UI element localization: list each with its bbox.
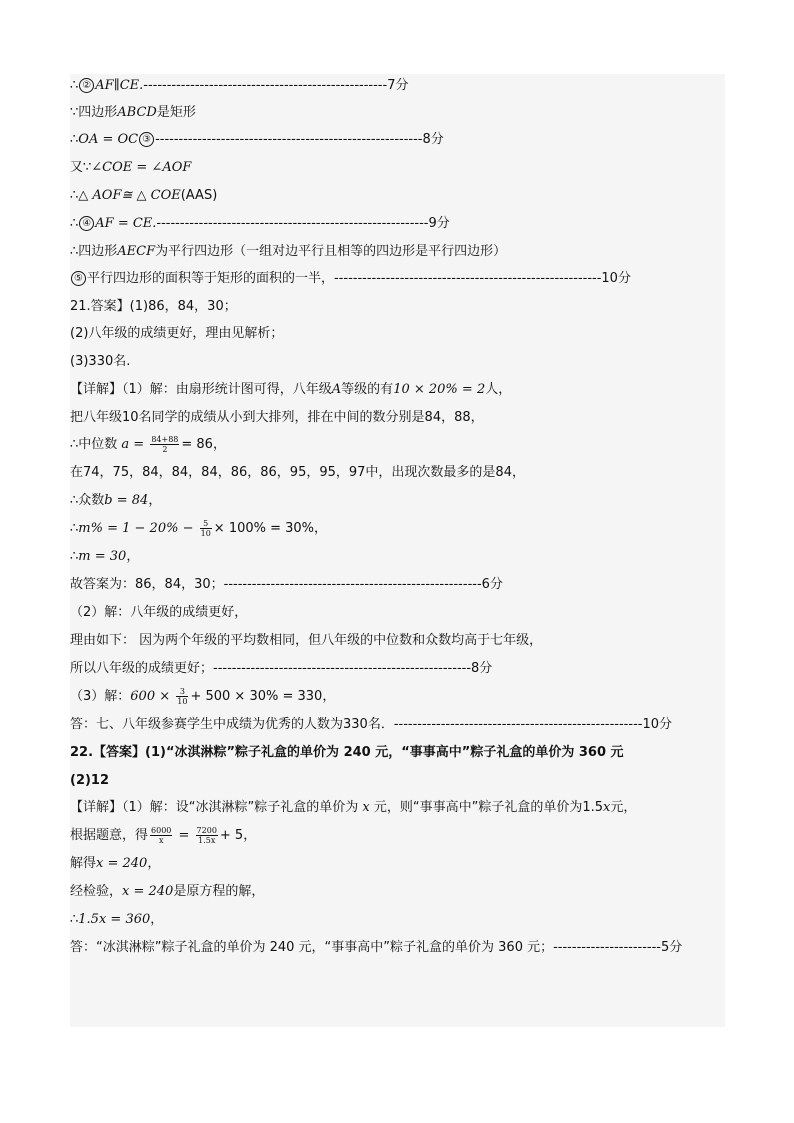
text-line [70, 685, 725, 709]
math-expr: x [362, 800, 370, 815]
line-unit: 元， [610, 800, 637, 815]
line-text: ∴ [70, 912, 79, 927]
line-tail: 是矩形 [156, 105, 196, 120]
math-expr: b = 84 [104, 493, 149, 508]
line-tail: × 100% = 30%， [213, 521, 328, 536]
fraction-numerator: 5 [200, 519, 212, 529]
line-tail: -------------------------------------------------------8分 [213, 661, 493, 676]
text-line [70, 378, 725, 402]
line-text: 22.【答案】(1)“冰淇淋粽”粽子礼盒的单价为 240 元，“事事高中”粽子礼盒的单价为 360 元 [70, 745, 624, 760]
line-tail: ---------------------------------------------------------8分 [155, 132, 444, 147]
fraction-denominator: 10 [200, 529, 211, 538]
fraction [150, 435, 179, 454]
line-text: 答：“冰淇淋粽”粽子礼盒的单价为 240 元，“事事高中”粽子礼盒的单价为 360 元； [70, 940, 554, 955]
line-tail: 元，则“事事高中”粽子礼盒的单价为1.5 [369, 800, 603, 815]
math-expr: AECF [117, 244, 156, 259]
line-text: 【详解】（1）解：设“冰淇淋粽”粽子礼盒的单价为 [70, 800, 363, 815]
math-expr: A [331, 382, 342, 397]
text-line [70, 657, 725, 681]
text-line [70, 156, 725, 180]
math-expr: = [174, 828, 194, 843]
line-text: 在74，75，84，84，84，86，86，95，95，97中，出现次数最多的是84， [70, 465, 525, 480]
step-marker: ② [79, 78, 94, 93]
step-marker: ⑤ [71, 271, 86, 286]
fraction [176, 687, 188, 706]
text-line [70, 74, 725, 98]
line-tail: (AAS) [180, 188, 218, 203]
text-line [70, 517, 725, 541]
line-tail: + 5， [219, 828, 257, 843]
line-text: ∴四边形 [70, 244, 118, 259]
line-text: 故答案为：86，84，30； [70, 577, 224, 592]
line-tail: ----------------------------------------------------------9分 [156, 216, 450, 231]
text-line [70, 880, 725, 904]
line-text: ∴ [70, 132, 79, 147]
line-tail: -----------------------5分 [553, 940, 683, 955]
text-line [70, 184, 725, 208]
text-line [70, 489, 725, 513]
fraction-denominator: 1.5x [198, 836, 216, 845]
line-tail: ， [126, 549, 140, 564]
line-tail: 为平行四边形（一组对边平行且相等的四边形是平行四边形） [155, 244, 507, 259]
line-text: ∵四边形 [70, 105, 118, 120]
line-tail: = 86， [181, 437, 226, 452]
line-tail: ， [150, 912, 164, 927]
text-line [70, 433, 725, 457]
line-text: 把八年级 [70, 410, 123, 425]
text-line [70, 796, 725, 820]
line-text: ∴ [70, 521, 79, 536]
text-line [70, 824, 725, 848]
line-text: 根据题意，得 [70, 828, 149, 843]
fraction-denominator: x [158, 836, 164, 845]
line-text: （3）解： [70, 689, 131, 704]
fraction-denominator: 2 [162, 445, 168, 454]
fraction-numerator: 6000 [151, 826, 172, 835]
line-tail: ---------------------------------------------------------10分 [334, 271, 631, 286]
math-expr: 1.5x = 360 [78, 912, 151, 927]
line-text: 解得 [70, 856, 97, 871]
line-tail: 等级的有 [341, 382, 394, 397]
line-text: （2）解：八年级的成绩更好， [70, 605, 248, 620]
fraction-numerator: 7200 [196, 826, 217, 835]
line-tail: -----------------------------------------------------10分 [393, 717, 672, 732]
line-text: 理由如下： 因为两个年级的平均数相同，但八年级的中位数和众数均高于七年级， [70, 633, 543, 648]
math-expr: ∠COE = ∠AOF [91, 160, 192, 175]
text-line [70, 852, 725, 876]
text-line [70, 240, 725, 264]
line-unit: 人， [485, 382, 512, 397]
text-line [70, 713, 725, 737]
fraction-numerator: 3 [176, 687, 188, 697]
text-line [70, 601, 725, 625]
text-line [70, 573, 725, 597]
math-expr: OA = OC [78, 132, 139, 147]
line-tail: + 500 × 30% = 330， [190, 689, 336, 704]
text-line [70, 406, 725, 430]
line-text: 又∵ [70, 160, 92, 175]
fraction [150, 826, 172, 845]
text-line [70, 936, 725, 960]
text-line [70, 769, 725, 793]
text-line [70, 908, 725, 932]
line-text: ∴ [70, 549, 79, 564]
line-tail: ， [148, 493, 162, 508]
math-expr: x [603, 800, 611, 815]
text-line [70, 629, 725, 653]
line-tail: 86，84，30； [148, 299, 237, 314]
line-text: (2)八年级的成绩更好，理由见解析； [70, 326, 284, 341]
line-text: ∴ [70, 188, 79, 203]
text-line [70, 128, 725, 152]
text-line [70, 350, 725, 374]
text-line [70, 741, 725, 765]
fraction-numerator: 84+88 [151, 435, 179, 444]
line-text: ∴中位数 [70, 437, 122, 452]
text-line [70, 295, 725, 319]
fraction [200, 519, 212, 538]
math-expr: 600 × [130, 689, 175, 704]
text-line [70, 461, 725, 485]
text-line [70, 267, 725, 291]
line-text: 答：七、八年级参赛学生中成绩为优秀的人数为330名． [70, 717, 394, 732]
text-line [70, 322, 725, 346]
math-expr: AF = CE. [95, 216, 157, 231]
line-text: 经检验， [70, 884, 123, 899]
math-expr: 10 × 20% = 2 [393, 382, 486, 397]
line-tail: -------------------------------------------------------6分 [223, 577, 503, 592]
line-tail: 10名同学的成绩从小到大排列，排在中间的数分别是84，88， [122, 410, 484, 425]
math-expr: m = 30 [78, 549, 127, 564]
math-expr: x = 240 [122, 884, 174, 899]
line-text: (3) [70, 354, 89, 369]
text-line [70, 545, 725, 569]
fraction-denominator: 10 [177, 697, 188, 706]
line-tail: ----------------------------------------------------7分 [143, 78, 409, 93]
line-text: 平行四边形的面积等于矩形的面积的一半， [87, 271, 335, 286]
math-expr: AF∥CE. [95, 78, 144, 93]
text-line [70, 212, 725, 236]
math-expr: △ AOF≅ △ COE [78, 188, 181, 203]
line-tail: 是原方程的解， [173, 884, 265, 899]
answer-document [70, 74, 725, 1027]
fraction [196, 826, 218, 845]
math-expr: x = 240 [96, 856, 148, 871]
math-expr: a = [121, 437, 149, 452]
text-line [70, 101, 725, 125]
step-marker: ③ [139, 132, 154, 147]
step-marker: ④ [79, 216, 94, 231]
line-text: (2)12 [70, 773, 110, 788]
line-text: ∴众数 [70, 493, 105, 508]
line-tail: ， [147, 856, 161, 871]
line-text: 【详解】（1）解：由扇形统计图可得，八年级 [70, 382, 332, 397]
math-expr: m% = 1 − 20% − [78, 521, 198, 536]
line-text: 21.答案】(1) [70, 299, 149, 314]
math-expr: ABCD [117, 105, 157, 120]
line-text: ∴ [70, 78, 79, 93]
line-tail: 330名. [88, 354, 131, 369]
line-text: 所以八年级的成绩更好； [70, 661, 214, 676]
line-text: ∴ [70, 216, 79, 231]
